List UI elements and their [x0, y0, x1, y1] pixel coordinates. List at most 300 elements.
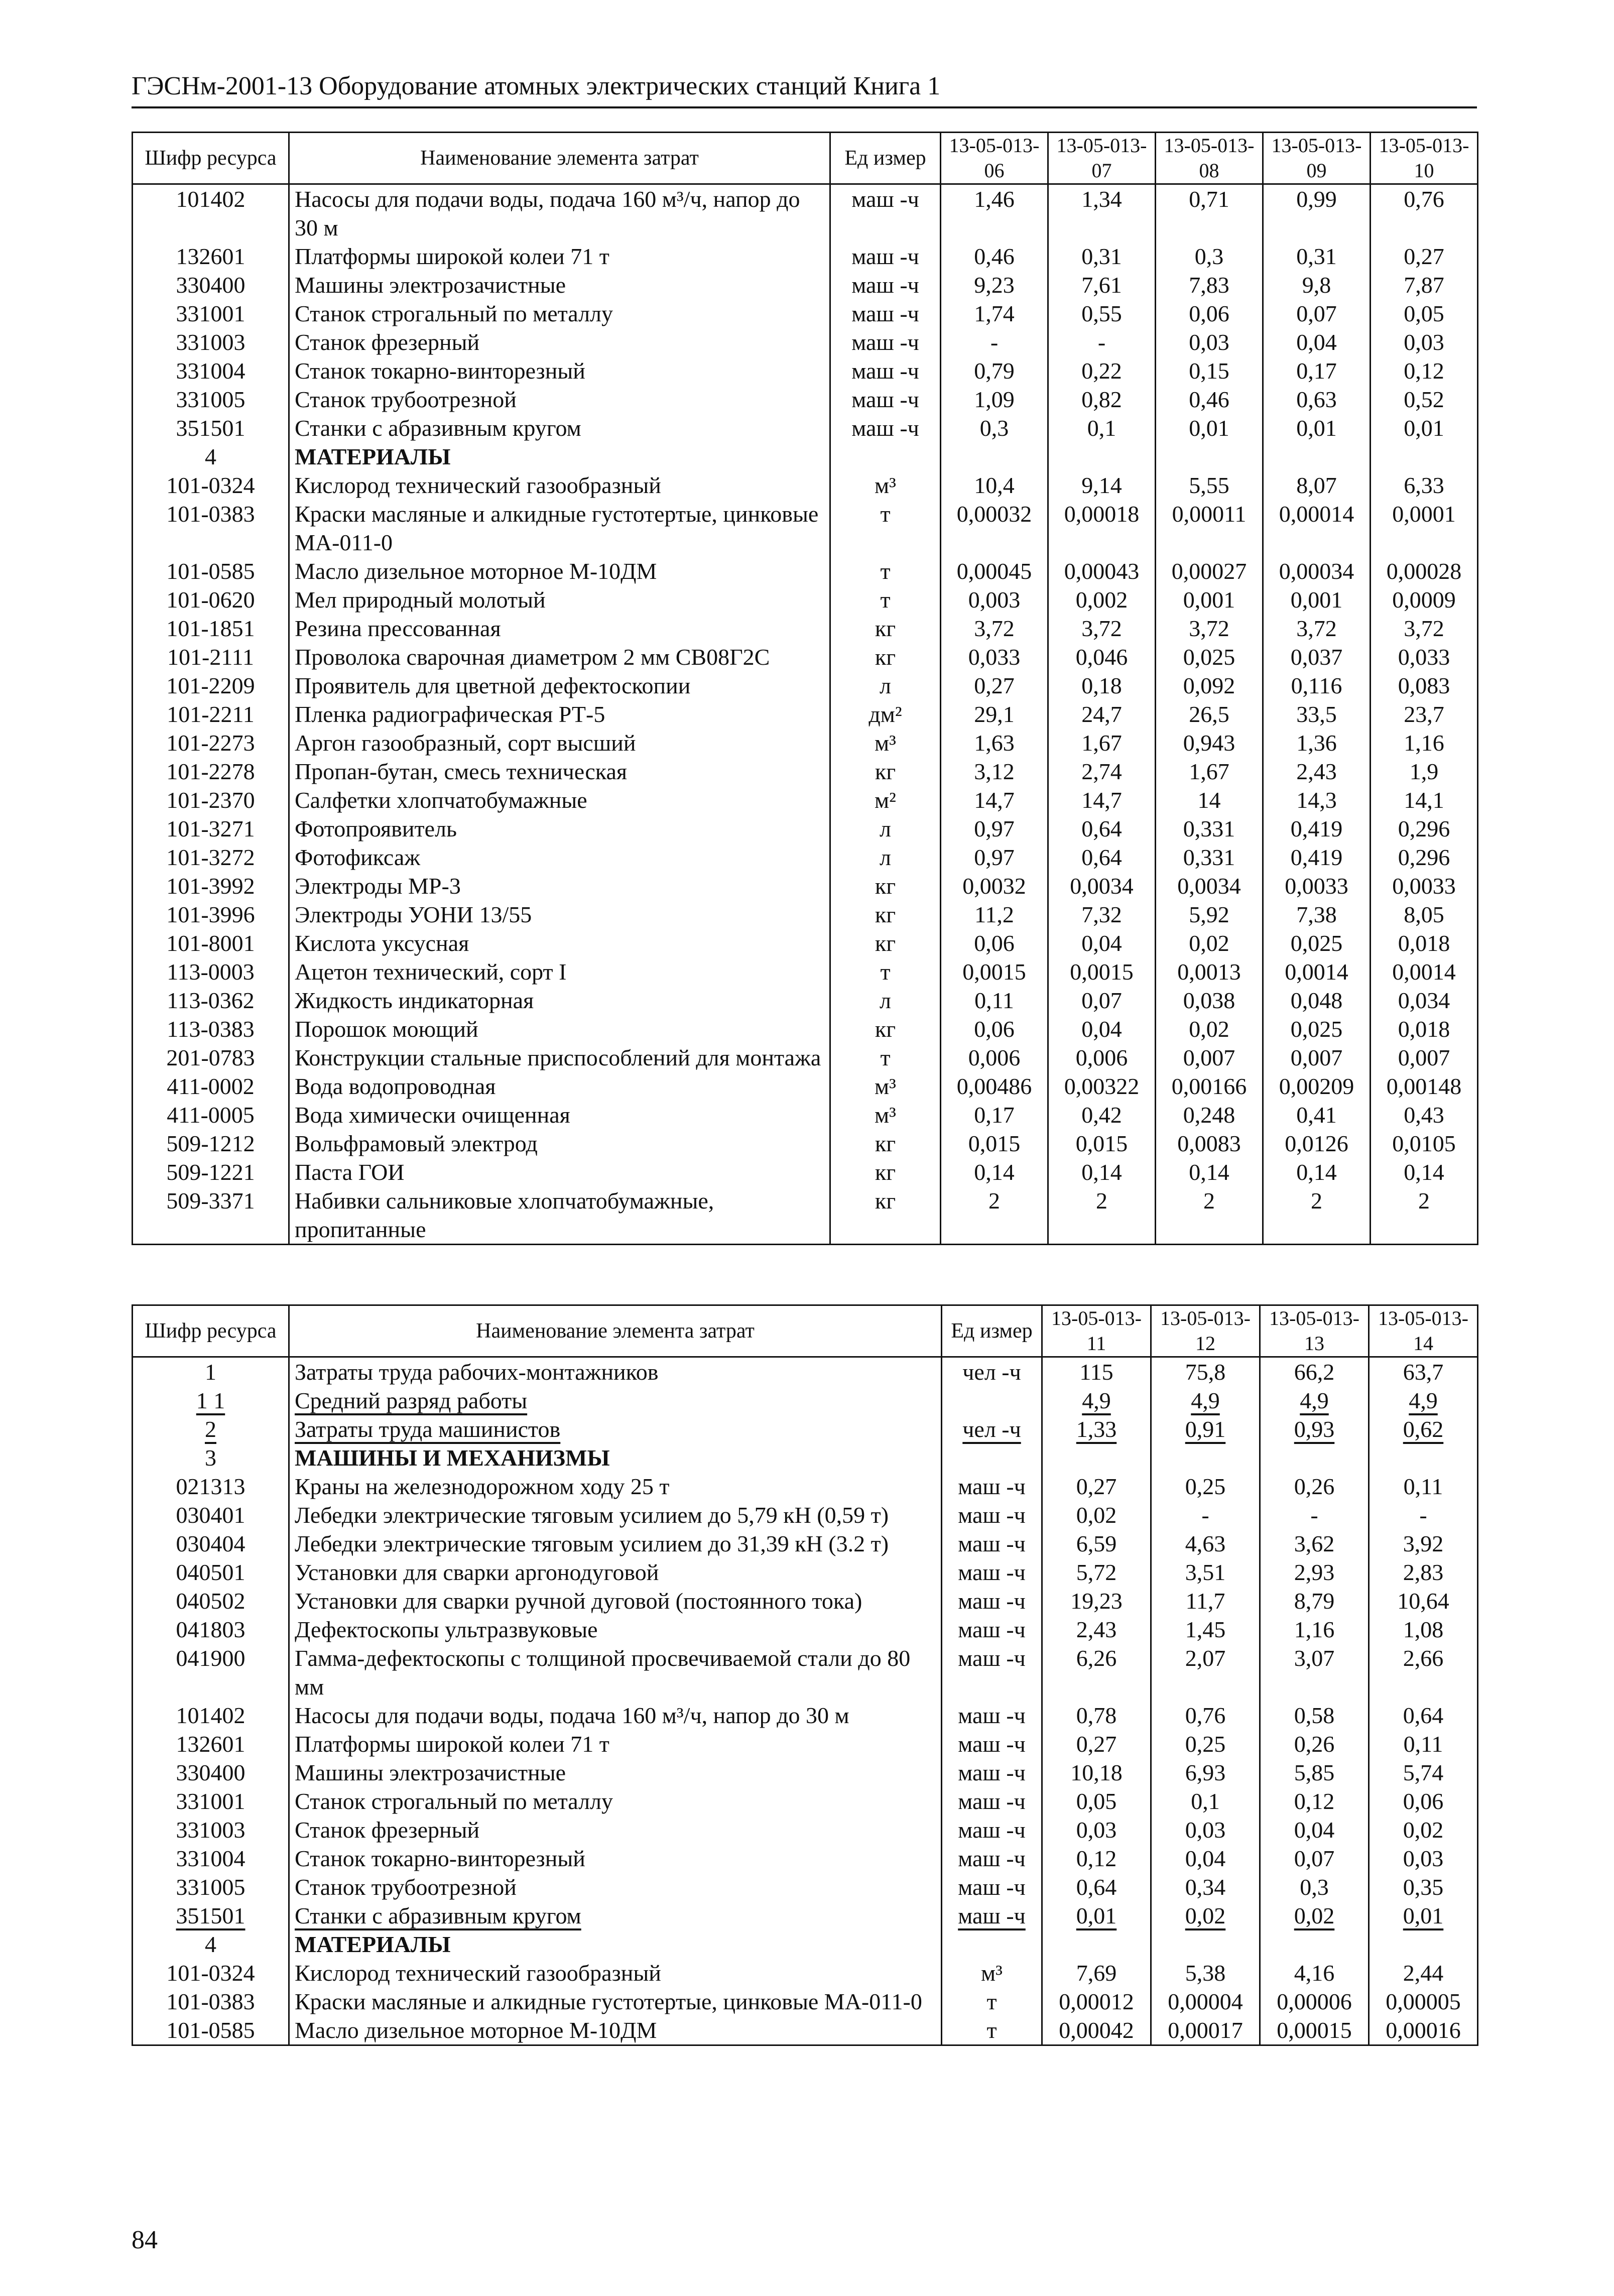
resource-name: Паста ГОИ — [289, 1158, 830, 1186]
page-header: ГЭСНм-2001-13 Оборудование атомных электрических станций Книга 1 — [132, 70, 1477, 108]
resource-code: 2 — [133, 1415, 289, 1443]
value-cell: 0,34 — [1151, 1873, 1260, 1901]
value-cell: 0,00032 — [941, 500, 1048, 557]
value-cell: 0,007 — [1156, 1043, 1263, 1072]
value-cell: 0,1 — [1048, 414, 1156, 442]
value-cell: 6,33 — [1371, 471, 1478, 500]
value-cell: 0,03 — [1371, 328, 1478, 356]
value-cell: 0,00045 — [941, 557, 1048, 585]
resource-name: Станок строгальный по металлу — [289, 1787, 942, 1816]
value-cell: 4,63 — [1151, 1529, 1260, 1558]
value-cell: 0,07 — [1263, 299, 1371, 328]
value-cell: 2,44 — [1369, 1959, 1478, 1987]
value-cell: 2,43 — [1263, 757, 1371, 786]
value-cell: 2,74 — [1048, 757, 1156, 786]
value-cell — [941, 442, 1048, 471]
value-cell: 0,05 — [1371, 299, 1478, 328]
table-row — [133, 242, 1478, 271]
resource-name: Фотопроявитель — [289, 814, 830, 843]
unit-cell: кг — [830, 900, 941, 929]
value-cell: 0,91 — [1151, 1415, 1260, 1443]
unit-cell: м³ — [942, 1959, 1042, 1987]
resource-name: Кислород технический газообразный — [289, 1959, 942, 1987]
unit-cell: маш -ч — [830, 385, 941, 414]
value-cell: 5,38 — [1151, 1959, 1260, 1987]
value-cell: 4,16 — [1260, 1959, 1369, 1987]
value-cell: 7,32 — [1048, 900, 1156, 929]
value-cell: 19,23 — [1042, 1587, 1151, 1615]
resource-name: Машины электрозачистные — [289, 1758, 942, 1787]
table-row — [133, 414, 1478, 442]
resource-name: Станок токарно-винторезный — [289, 356, 830, 385]
value-cell: 0,27 — [1371, 242, 1478, 271]
value-cell: 0,018 — [1371, 929, 1478, 957]
value-cell: 3,72 — [941, 614, 1048, 643]
table-row — [133, 671, 1478, 700]
value-cell: 0,71 — [1156, 184, 1263, 243]
value-cell: 0,97 — [941, 814, 1048, 843]
value-cell: 3,12 — [941, 757, 1048, 786]
resource-name: Проявитель для цветной дефектоскопии — [289, 671, 830, 700]
resource-name: Лебедки электрические тяговым усилием до 5,79 кН (0,59 т) — [289, 1501, 942, 1529]
unit-cell: кг — [830, 1129, 941, 1158]
resource-name: Станок фрезерный — [289, 328, 830, 356]
value-cell: 2 — [1371, 1186, 1478, 1245]
value-cell: 0,82 — [1048, 385, 1156, 414]
value-cell: 0,18 — [1048, 671, 1156, 700]
resource-code: 101-8001 — [133, 929, 289, 957]
value-cell: 14,3 — [1263, 786, 1371, 814]
value-cell: 6,59 — [1042, 1529, 1151, 1558]
value-cell: 2 — [1156, 1186, 1263, 1245]
value-cell: 0,0105 — [1371, 1129, 1478, 1158]
value-cell: 0,04 — [1048, 929, 1156, 957]
value-cell: 0,00015 — [1260, 2016, 1369, 2045]
value-cell: 1,45 — [1151, 1615, 1260, 1644]
value-cell: 0,00004 — [1151, 1987, 1260, 2016]
value-cell: 2,07 — [1151, 1644, 1260, 1701]
table-row — [133, 271, 1478, 299]
value-cell: 0,025 — [1263, 929, 1371, 957]
value-cell: 75,8 — [1151, 1357, 1260, 1387]
value-cell: 0,0034 — [1156, 872, 1263, 900]
value-cell: 0,048 — [1263, 986, 1371, 1015]
value-cell: 0,01 — [1263, 414, 1371, 442]
unit-cell: т — [830, 957, 941, 986]
value-cell: 0,015 — [941, 1129, 1048, 1158]
value-cell: 1,08 — [1369, 1615, 1478, 1644]
resource-name: Салфетки хлопчатобумажные — [289, 786, 830, 814]
column-header-rate: 13-05-013-14 — [1369, 1305, 1478, 1357]
unit-cell: т — [830, 557, 941, 585]
resource-name: Проволока сварочная диаметром 2 мм СВ08Г2С — [289, 643, 830, 671]
resource-code: 041803 — [133, 1615, 289, 1644]
table-row — [133, 1758, 1478, 1787]
resource-code: 1 — [133, 1357, 289, 1387]
table-row — [133, 643, 1478, 671]
page-number: 84 — [132, 2226, 158, 2254]
value-cell: 0,06 — [941, 1015, 1048, 1043]
resource-code: 030404 — [133, 1529, 289, 1558]
table-row — [133, 843, 1478, 872]
value-cell — [1151, 1443, 1260, 1472]
resource-code: 113-0003 — [133, 957, 289, 986]
value-cell: 10,18 — [1042, 1758, 1151, 1787]
value-cell: 0,00011 — [1156, 500, 1263, 557]
column-header-code: Шифр ресурса — [133, 1305, 289, 1357]
value-cell: 2 — [1048, 1186, 1156, 1245]
resource-code: 101-3271 — [133, 814, 289, 843]
resource-name: Дефектоскопы ультразвуковые — [289, 1615, 942, 1644]
value-cell: 7,69 — [1042, 1959, 1151, 1987]
value-cell: 0,00486 — [941, 1072, 1048, 1101]
value-cell: 2,43 — [1042, 1615, 1151, 1644]
value-cell: 3,72 — [1263, 614, 1371, 643]
resource-name: Станки с абразивным кругом — [289, 1901, 942, 1930]
resource-name: Вода водопроводная — [289, 1072, 830, 1101]
value-cell: 2 — [941, 1186, 1048, 1245]
value-cell: 1,63 — [941, 729, 1048, 757]
table-row — [133, 1101, 1478, 1129]
value-cell: 0,07 — [1048, 986, 1156, 1015]
value-cell — [1260, 1930, 1369, 1959]
table-row — [133, 1072, 1478, 1101]
value-cell: 2,83 — [1369, 1558, 1478, 1587]
resource-name: Конструкции стальные приспособлений для монтажа — [289, 1043, 830, 1072]
section-title: МАШИНЫ И МЕХАНИЗМЫ — [289, 1443, 942, 1472]
resource-name: Вольфрамовый электрод — [289, 1129, 830, 1158]
column-header-rate: 13-05-013-13 — [1260, 1305, 1369, 1357]
value-cell: 0,58 — [1260, 1701, 1369, 1730]
table-row — [133, 184, 1478, 243]
resource-name: Электроды МР-3 — [289, 872, 830, 900]
value-cell: 0,331 — [1156, 814, 1263, 843]
resource-code: 101-1851 — [133, 614, 289, 643]
value-cell: 4,9 — [1369, 1386, 1478, 1415]
section-title: МАТЕРИАЛЫ — [289, 442, 830, 471]
resource-name: Аргон газообразный, сорт высший — [289, 729, 830, 757]
value-cell — [1263, 442, 1371, 471]
value-cell: 0,033 — [941, 643, 1048, 671]
value-cell: 4,9 — [1260, 1386, 1369, 1415]
value-cell: 26,5 — [1156, 700, 1263, 729]
resource-name: Резина прессованная — [289, 614, 830, 643]
table-row — [133, 557, 1478, 585]
resource-code: 331001 — [133, 299, 289, 328]
value-cell: 14,7 — [1048, 786, 1156, 814]
value-cell: 66,2 — [1260, 1357, 1369, 1387]
resource-name: Затраты труда машинистов — [289, 1415, 942, 1443]
resource-code: 101-2211 — [133, 700, 289, 729]
value-cell: 0,006 — [1048, 1043, 1156, 1072]
table-row — [133, 1844, 1478, 1873]
resource-code: 101402 — [133, 184, 289, 243]
value-cell: 0,331 — [1156, 843, 1263, 872]
value-cell: 1,09 — [941, 385, 1048, 414]
value-cell: 4,9 — [1042, 1386, 1151, 1415]
resource-name: Пропан-бутан, смесь техническая — [289, 757, 830, 786]
value-cell: 0,64 — [1048, 843, 1156, 872]
value-cell: 0,52 — [1371, 385, 1478, 414]
column-header-unit: Ед измер — [830, 133, 941, 184]
value-cell: 0,55 — [1048, 299, 1156, 328]
value-cell: 0,11 — [941, 986, 1048, 1015]
value-cell: 0,42 — [1048, 1101, 1156, 1129]
unit-cell: л — [830, 843, 941, 872]
table-row — [133, 814, 1478, 843]
resource-code: 509-3371 — [133, 1186, 289, 1245]
value-cell: 0,00014 — [1263, 500, 1371, 557]
value-cell: 0,64 — [1369, 1701, 1478, 1730]
unit-cell: кг — [830, 872, 941, 900]
value-cell: 0,03 — [1042, 1816, 1151, 1844]
unit-cell: маш -ч — [942, 1501, 1042, 1529]
resource-name: Краны на железнодорожном ходу 25 т — [289, 1472, 942, 1501]
table-row — [133, 1186, 1478, 1245]
value-cell: 0,001 — [1156, 585, 1263, 614]
value-cell: 5,85 — [1260, 1758, 1369, 1787]
value-cell: 0,04 — [1151, 1844, 1260, 1873]
table-row — [133, 729, 1478, 757]
value-cell — [1042, 1443, 1151, 1472]
resource-table-1 — [132, 132, 1478, 1245]
column-header-rate: 13-05-013-11 — [1042, 1305, 1151, 1357]
value-cell: 0,11 — [1369, 1472, 1478, 1501]
value-cell: 0,0015 — [941, 957, 1048, 986]
value-cell: 0,03 — [1369, 1844, 1478, 1873]
value-cell: 0,01 — [1371, 414, 1478, 442]
value-cell: 11,2 — [941, 900, 1048, 929]
value-cell: 4,9 — [1151, 1386, 1260, 1415]
value-cell: 0,14 — [1048, 1158, 1156, 1186]
resource-name: Кислота уксусная — [289, 929, 830, 957]
resource-name: Кислород технический газообразный — [289, 471, 830, 500]
value-cell: 0,17 — [1263, 356, 1371, 385]
value-cell: 8,07 — [1263, 471, 1371, 500]
resource-name: Масло дизельное моторное М-10ДМ — [289, 557, 830, 585]
unit-cell: маш -ч — [942, 1529, 1042, 1558]
value-cell: 8,79 — [1260, 1587, 1369, 1615]
value-cell: 0,01 — [1156, 414, 1263, 442]
value-cell: 0,04 — [1263, 328, 1371, 356]
value-cell: 0,76 — [1371, 184, 1478, 243]
value-cell — [1371, 442, 1478, 471]
resource-code: 1 1 — [133, 1386, 289, 1415]
value-cell: 0,63 — [1263, 385, 1371, 414]
value-cell: 3,72 — [1371, 614, 1478, 643]
unit-cell: м³ — [830, 471, 941, 500]
table-row — [133, 2016, 1478, 2045]
value-cell: 0,033 — [1371, 643, 1478, 671]
resource-code: 101-0324 — [133, 1959, 289, 1987]
value-cell: 0,35 — [1369, 1873, 1478, 1901]
table-row — [133, 1644, 1478, 1701]
value-cell: 0,00034 — [1263, 557, 1371, 585]
value-cell: 7,38 — [1263, 900, 1371, 929]
unit-cell: маш -ч — [942, 1901, 1042, 1930]
table-row — [133, 1501, 1478, 1529]
value-cell: 0,943 — [1156, 729, 1263, 757]
resource-code: 351501 — [133, 1901, 289, 1930]
value-cell: 0,27 — [941, 671, 1048, 700]
value-cell: 10,4 — [941, 471, 1048, 500]
value-cell: 0,00209 — [1263, 1072, 1371, 1101]
resource-code: 331001 — [133, 1787, 289, 1816]
unit-cell: л — [830, 814, 941, 843]
column-header-name: Наименование элемента затрат — [289, 1305, 942, 1357]
resource-name: Лебедки электрические тяговым усилием до 31,39 кН (3.2 т) — [289, 1529, 942, 1558]
unit-cell: т — [942, 2016, 1042, 2045]
value-cell: 0,1 — [1151, 1787, 1260, 1816]
value-cell: 9,8 — [1263, 271, 1371, 299]
value-cell: 0,003 — [941, 585, 1048, 614]
resource-code: 040501 — [133, 1558, 289, 1587]
value-cell: 0,296 — [1371, 843, 1478, 872]
resource-code: 132601 — [133, 242, 289, 271]
value-cell: 0,79 — [941, 356, 1048, 385]
resource-code: 201-0783 — [133, 1043, 289, 1072]
unit-cell — [942, 1443, 1042, 1472]
value-cell: 0,02 — [1369, 1816, 1478, 1844]
unit-cell: кг — [830, 643, 941, 671]
value-cell: 0,41 — [1263, 1101, 1371, 1129]
unit-cell: маш -ч — [942, 1816, 1042, 1844]
unit-cell: м³ — [830, 1072, 941, 1101]
table-row — [133, 1129, 1478, 1158]
resource-name: Гамма-дефектоскопы с толщиной просвечиваемой стали до 80 мм — [289, 1644, 942, 1701]
resource-code: 101-0324 — [133, 471, 289, 500]
value-cell: 0,03 — [1151, 1816, 1260, 1844]
table-row — [133, 614, 1478, 643]
value-cell: 0,0001 — [1371, 500, 1478, 557]
value-cell: 9,14 — [1048, 471, 1156, 500]
unit-cell: маш -ч — [942, 1615, 1042, 1644]
column-header-rate: 13-05-013-08 — [1156, 133, 1263, 184]
resource-name: Порошок моющий — [289, 1015, 830, 1043]
table-row — [133, 1357, 1478, 1387]
value-cell: 2 — [1263, 1186, 1371, 1245]
value-cell: 0,00012 — [1042, 1987, 1151, 2016]
value-cell: 0,04 — [1048, 1015, 1156, 1043]
value-cell: 0,083 — [1371, 671, 1478, 700]
resource-name: Насосы для подачи воды, подача 160 м³/ч, напор до 30 м — [289, 184, 830, 243]
table-row — [133, 986, 1478, 1015]
resource-name: Машины электрозачистные — [289, 271, 830, 299]
value-cell: 0,31 — [1048, 242, 1156, 271]
table-row — [133, 1816, 1478, 1844]
value-cell: 0,0015 — [1048, 957, 1156, 986]
value-cell: 3,92 — [1369, 1529, 1478, 1558]
value-cell: 7,87 — [1371, 271, 1478, 299]
table-row — [133, 1415, 1478, 1443]
value-cell: - — [1048, 328, 1156, 356]
value-cell: 0,14 — [1156, 1158, 1263, 1186]
unit-cell: маш -ч — [942, 1844, 1042, 1873]
unit-cell: м² — [830, 786, 941, 814]
resource-name: Ацетон технический, сорт I — [289, 957, 830, 986]
unit-cell — [942, 1930, 1042, 1959]
resource-code: 030401 — [133, 1501, 289, 1529]
value-cell: 0,06 — [941, 929, 1048, 957]
resource-code: 113-0383 — [133, 1015, 289, 1043]
value-cell: 6,26 — [1042, 1644, 1151, 1701]
table-row — [133, 1015, 1478, 1043]
resource-code: 101-3272 — [133, 843, 289, 872]
table-row — [133, 328, 1478, 356]
unit-cell: кг — [830, 929, 941, 957]
table-row — [133, 1587, 1478, 1615]
resource-code: 101-2278 — [133, 757, 289, 786]
table-row — [133, 1873, 1478, 1901]
resource-code: 101-3992 — [133, 872, 289, 900]
table-row — [133, 1787, 1478, 1816]
column-header-name: Наименование элемента затрат — [289, 133, 830, 184]
value-cell: 14,7 — [941, 786, 1048, 814]
value-cell: 0,99 — [1263, 184, 1371, 243]
value-cell: 0,14 — [1371, 1158, 1478, 1186]
column-header-rate: 13-05-013-10 — [1371, 133, 1478, 184]
resource-name: Краски масляные и алкидные густотертые, цинковые МА-011-0 — [289, 500, 830, 557]
resource-name: Станок трубоотрезной — [289, 385, 830, 414]
unit-cell: л — [830, 671, 941, 700]
value-cell: 5,92 — [1156, 900, 1263, 929]
value-cell: 0,0014 — [1263, 957, 1371, 986]
value-cell — [1156, 442, 1263, 471]
value-cell: 7,83 — [1156, 271, 1263, 299]
value-cell: 0,04 — [1260, 1816, 1369, 1844]
resource-code: 132601 — [133, 1730, 289, 1758]
value-cell: 0,25 — [1151, 1472, 1260, 1501]
value-cell: 0,76 — [1151, 1701, 1260, 1730]
value-cell: - — [1151, 1501, 1260, 1529]
value-cell: 0,00006 — [1260, 1987, 1369, 2016]
value-cell: 0,64 — [1048, 814, 1156, 843]
value-cell: 3,51 — [1151, 1558, 1260, 1587]
resource-code: 330400 — [133, 1758, 289, 1787]
value-cell: 0,00016 — [1369, 2016, 1478, 2045]
value-cell: 1,67 — [1048, 729, 1156, 757]
table-row — [133, 385, 1478, 414]
value-cell: 0,0033 — [1263, 872, 1371, 900]
value-cell: 0,14 — [941, 1158, 1048, 1186]
unit-cell: кг — [830, 1015, 941, 1043]
resource-name: Краски масляные и алкидные густотертые, цинковые МА-011-0 — [289, 1987, 942, 2016]
value-cell — [1369, 1930, 1478, 1959]
unit-cell: м³ — [830, 1101, 941, 1129]
unit-cell: маш -ч — [942, 1472, 1042, 1501]
value-cell: 0,27 — [1042, 1472, 1151, 1501]
value-cell: 0,007 — [1263, 1043, 1371, 1072]
table-row — [133, 1730, 1478, 1758]
value-cell: 14 — [1156, 786, 1263, 814]
unit-cell — [942, 1386, 1042, 1415]
value-cell: 1,16 — [1371, 729, 1478, 757]
value-cell: 10,64 — [1369, 1587, 1478, 1615]
resource-code: 331005 — [133, 385, 289, 414]
resource-code: 101-0383 — [133, 1987, 289, 2016]
value-cell: 0,62 — [1369, 1415, 1478, 1443]
value-cell: 115 — [1042, 1357, 1151, 1387]
table-row — [133, 1558, 1478, 1587]
value-cell: 0,12 — [1260, 1787, 1369, 1816]
unit-cell: маш -ч — [942, 1873, 1042, 1901]
resource-name: Станок токарно-винторезный — [289, 1844, 942, 1873]
value-cell: 24,7 — [1048, 700, 1156, 729]
value-cell: 0,00027 — [1156, 557, 1263, 585]
value-cell: 0,22 — [1048, 356, 1156, 385]
value-cell: 0,17 — [941, 1101, 1048, 1129]
column-header-rate: 13-05-013-06 — [941, 133, 1048, 184]
